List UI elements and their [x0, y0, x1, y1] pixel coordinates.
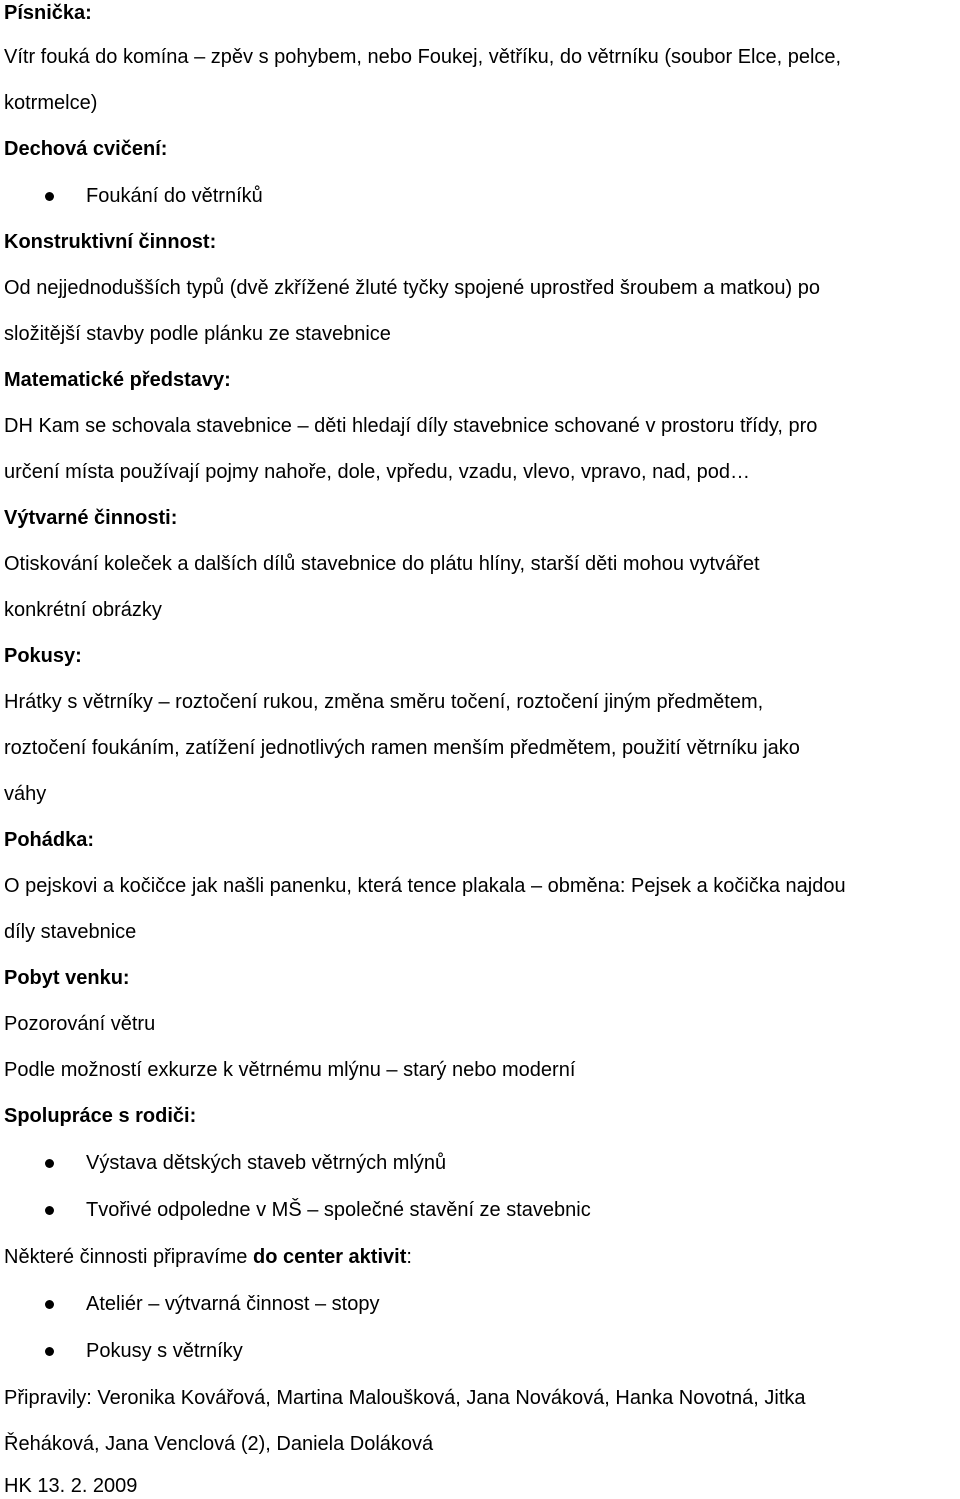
tale-text-line-2: díly stavebnice	[4, 921, 137, 943]
experiments-text-line-3: váhy	[4, 783, 47, 805]
authors-line-2: Řeháková, Jana Venclová (2), Daniela Doláková	[4, 1433, 434, 1455]
math-text-line-2: určení místa používají pojmy nahoře, dole, vpředu, vzadu, vlevo, vpravo, nad, pod…	[4, 461, 750, 483]
footer-date: HK 13. 2. 2009	[4, 1475, 138, 1497]
tale-text-line-1: O pejskovi a kočičce jak našli panenku, která tence plakala – obměna: Pejsek a kočička najdou	[4, 875, 846, 897]
breathing-heading: Dechová cvičení:	[4, 138, 168, 160]
constructive-heading: Konstruktivní činnost:	[4, 231, 217, 253]
song-text-line-2: kotrmelce)	[4, 92, 98, 114]
centers-intro-start: Některé činnosti připravíme	[4, 1246, 253, 1268]
outdoor-text-line-1: Pozorování větru	[4, 1013, 156, 1035]
art-text-line-2: konkrétní obrázky	[4, 599, 162, 621]
centers-intro	[4, 1244, 412, 1270]
song-text-line-1: Vítr fouká do komína – zpěv s pohybem, nebo Foukej, větříku, do větrníku (soubor Elce, pelce,	[4, 46, 842, 68]
constructive-text-line-2: složitější stavby podle plánku ze stavebnice	[4, 323, 391, 345]
tale-heading: Pohádka:	[4, 829, 95, 851]
breathing-item: Foukání do větrníků	[86, 185, 263, 207]
experiments-text-line-1: Hrátky s větrníky – roztočení rukou, změna směru točení, roztočení jiným předmětem,	[4, 691, 764, 713]
parents-item-1: Výstava dětských staveb větrných mlýnů	[86, 1152, 447, 1174]
song-heading: Písnička:	[4, 2, 92, 24]
bullet-icon	[45, 1206, 54, 1215]
math-text-line-1: DH Kam se schovala stavebnice – děti hledají díly stavebnice schované v prostoru třídy, pro	[4, 415, 818, 437]
bullet-icon	[45, 192, 54, 201]
outdoor-heading: Pobyt venku:	[4, 967, 130, 989]
math-heading: Matematické představy:	[4, 369, 231, 391]
centers-intro-bold: do center aktivit	[252, 1246, 407, 1268]
art-text-line-1: Otiskování koleček a dalších dílů stavebnice do plátu hlíny, starší děti mohou vytvářet	[4, 553, 760, 575]
bullet-icon	[45, 1347, 54, 1356]
experiments-heading: Pokusy:	[4, 645, 82, 667]
parents-item-2: Tvořivé odpoledne v MŠ – společné stavění ze stavebnic	[86, 1199, 591, 1221]
bullet-icon	[45, 1159, 54, 1168]
outdoor-text-line-2: Podle možností exkurze k větrnému mlýnu – starý nebo moderní	[4, 1059, 576, 1081]
experiments-text-line-2: roztočení foukáním, zatížení jednotlivých ramen menším předmětem, použití větrníku jako	[4, 737, 800, 759]
centers-intro-end: :	[406, 1246, 412, 1268]
centers-item-1: Ateliér – výtvarná činnost – stopy	[86, 1293, 380, 1315]
authors-line-1: Připravily: Veronika Kovářová, Martina Maloušková, Jana Nováková, Hanka Novotná, Jitka	[4, 1387, 806, 1409]
art-heading: Výtvarné činnosti:	[4, 507, 178, 529]
centers-item-2: Pokusy s větrníky	[86, 1340, 243, 1362]
parents-heading: Spolupráce s rodiči:	[4, 1105, 197, 1127]
constructive-text-line-1: Od nejjednodušších typů (dvě zkřížené žluté tyčky spojené uprostřed šroubem a matkou) po	[4, 277, 820, 299]
bullet-icon	[45, 1300, 54, 1309]
